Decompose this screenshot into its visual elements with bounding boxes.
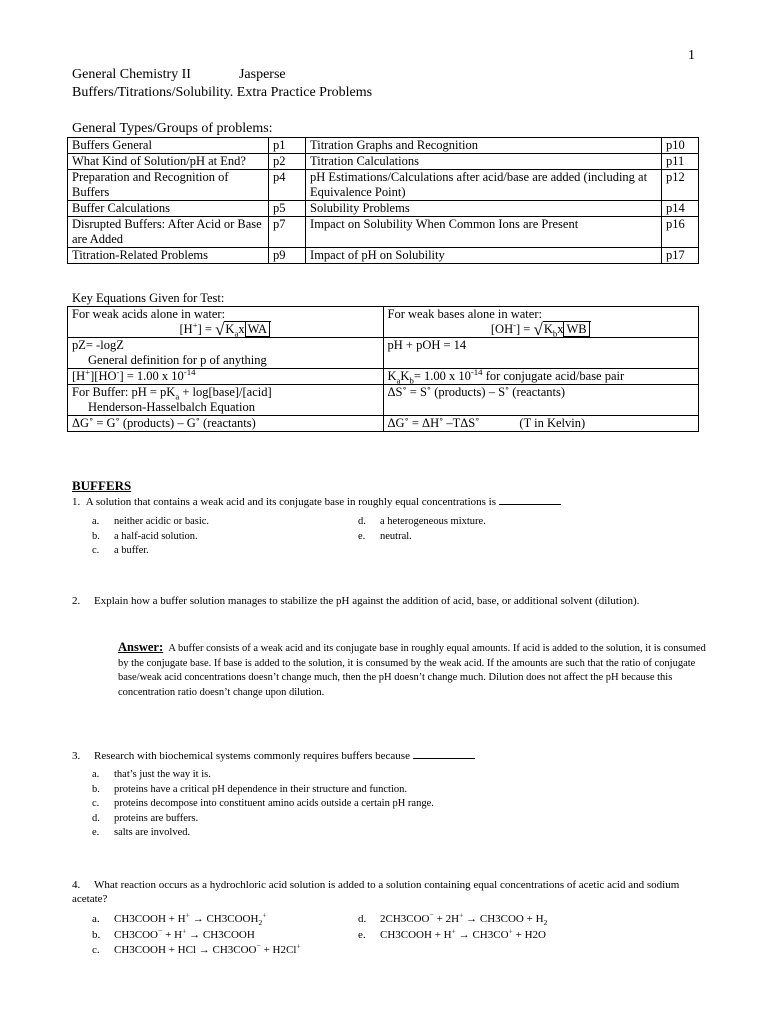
equations-heading: Key Equations Given for Test: [72,291,225,305]
page-right: p17 [662,248,699,264]
option-item [92,812,434,827]
option-text: a heterogeneous mixture. [380,516,486,527]
kakb-equation: $K_aK_b= 1.00$ x $10^{-14}$ for conjugate acid/base pair [387,366,625,386]
table-row [68,248,699,264]
weak-base-label: For weak bases alone in water: [387,307,542,321]
table-row [68,217,699,248]
header-line-1 [72,66,286,83]
page-right: p12 [662,170,699,201]
q3-options [92,768,434,841]
option-item [358,925,547,943]
option-letter: c. [92,944,100,956]
types-heading: General Types/Groups of problems: [72,121,273,136]
q1-options-left [92,515,209,559]
topic-right: Impact of pH on Solubility [306,248,662,264]
kw-equation: [H+][HO-] = 1.00 x $10^{-14}$ [72,366,196,383]
option-item [92,925,301,943]
page-right: p10 [662,138,699,154]
problem-types-table [67,137,699,264]
weak-base-cell [383,307,699,338]
entropy-equation: ΔS˚ = S˚ (products) – S˚ (reactants) [387,385,566,399]
q4-options-right [358,912,547,943]
gibbs-cell-1 [68,416,384,432]
gibbs-equation-2: ΔG˚ = ΔH˚ –TΔS˚ [387,416,480,430]
option-item [92,544,209,559]
option-text: CH3COOH + HCl → CH3COO− + H2Cl+ [114,941,301,956]
q4-number: 4. [72,879,81,891]
q1-text: A solution that contains a weak acid and its conjugate base in roughly equal concentrations is [85,496,497,508]
q1-options-right [358,515,486,544]
option-item [358,530,486,545]
author-name: Jasperse [238,67,286,82]
option-text: that’s just the way it is. [114,769,211,780]
ph-poh-equation: pH + pOH = 14 [387,338,467,352]
topic-right: pH Estimations/Calculations after acid/base are added (including at Equivalence Point) [306,170,662,201]
page-left: p9 [269,248,306,264]
weak-acid-cell [68,307,384,338]
course-title: General Chemistry II [72,67,191,82]
page-number: 1 [688,48,695,63]
topic-right: Titration Graphs and Recognition [306,138,662,154]
topic-right: Impact on Solubility When Common Ions are Present [306,217,662,248]
topic-left: Disrupted Buffers: After Acid or Base are Added [68,217,269,248]
q3-number: 3. [72,750,81,762]
page-left: p4 [269,170,306,201]
option-letter: b. [92,530,100,542]
option-letter: e. [358,530,366,542]
weak-base-formula: $[OH^-] = √K_bx$ WB [388,322,695,337]
kw-cell [68,366,384,385]
key-equations-table [67,306,699,432]
option-text: salts are involved. [114,827,191,838]
table-row [68,154,699,170]
option-item [92,515,209,530]
option-item [92,826,434,841]
q4-options-left [92,912,301,959]
option-text: CH3COOH + $H^+ \to CH3COOH_2^+$ [114,910,267,928]
page-left: p1 [269,138,306,154]
document-title: Buffers/Titrations/Solubility. Extra Practice Problems [72,85,373,100]
option-text: neither acidic or basic. [114,516,210,527]
buffer-cell [68,385,384,416]
option-item [92,797,434,812]
option-item [358,912,547,927]
option-letter: c. [92,798,100,809]
page-left: p2 [269,154,306,170]
question-2 [72,594,712,608]
gibbs-cell-2 [383,416,699,432]
topic-left: Preparation and Recognition of Buffers [68,170,269,201]
topic-left: Buffer Calculations [68,201,269,217]
q2-answer [118,640,708,701]
page-left: p5 [269,201,306,217]
kelvin-note: (T in Kelvin) [519,416,586,430]
topic-left: Buffers General [68,138,269,154]
option-letter: e. [358,928,366,941]
q3-text: Research with biochemical systems commonly requires buffers because [94,750,410,762]
weak-acid-formula: $[H^+] = √K_ax$ WA [72,322,379,337]
gibbs-equation-1: ΔG˚ = G˚ (products) – G˚ (reactants) [72,416,256,430]
table-row [68,170,699,201]
option-letter: b. [92,783,100,795]
hh-label: Henderson-Hasselbalch Equation [88,400,255,414]
option-letter: c. [92,545,100,556]
question-1 [72,494,561,509]
section-title: BUFFERS [72,478,132,493]
question-4 [72,878,702,906]
topic-right: Solubility Problems [306,201,662,217]
option-text: proteins decompose into constituent amino acids outside a certain pH range. [114,798,434,809]
pz-equation: pZ= -logZ [72,338,124,352]
topic-right: Titration Calculations [306,154,662,170]
option-letter: a. [92,516,100,527]
answer-text: A buffer consists of a weak acid and its conjugate base in roughly equal amounts. If acid is added to the solution, it is consumed by the conjugate base. If base is added to the solution, it is consumed by the weak acid. If the amounts are such that the ratio of conjugate base/weak acid concentrations doesn’t change much, then the pH doesn’t change much. Dilution does not affect the pH because this concentration ratio doesn’t change upon dilution. [118,643,706,699]
page-left: p7 [269,217,306,248]
page-right: p11 [662,154,699,170]
table-row [68,201,699,217]
q2-text: Explain how a buffer solution manages to stabilize the pH against the addition of acid, base, or additional solvent (dilution). [94,595,640,607]
option-letter: b. [92,928,101,941]
option-text: proteins are buffers. [114,812,199,824]
page-right: p14 [662,201,699,217]
option-item [92,768,434,783]
ph-poh-cell [383,338,699,369]
pz-definition: General definition for p of anything [88,353,267,367]
q2-number: 2. [72,595,81,607]
option-letter: a. [92,769,100,780]
topic-left: Titration-Related Problems [68,248,269,264]
buffer-equation: For Buffer: pH = $pK_a$ + log[base]/[acid] [72,385,272,402]
answer-blank [413,748,475,759]
page-right: p16 [662,217,699,248]
option-text: a half-acid solution. [114,530,198,542]
option-item [358,515,486,530]
table-row [68,138,699,154]
option-letter: d. [358,516,366,527]
option-item [92,943,301,958]
option-item [92,912,301,927]
question-3 [72,748,475,763]
option-text: $2CH3COO^- + 2H^+ \to CH3COO + H_2$ [380,910,548,928]
entropy-cell [383,385,699,416]
option-text: a buffer. [114,545,149,556]
kakb-cell [383,366,699,386]
answer-label: Answer: [118,640,164,654]
option-text: proteins have a critical pH dependence in their structure and function. [114,783,408,795]
pz-cell [68,338,384,369]
option-letter: a. [92,913,100,925]
option-letter: d. [92,812,100,824]
option-letter: e. [92,827,100,838]
option-item [92,530,209,545]
q4-text: What reaction occurs as a hydrochloric acid solution is added to a solution containing equal concentrations of acetic acid and sodium acetate? [72,879,680,905]
option-item [92,783,434,798]
option-text: CH3COOH + H+ → CH3CO+ + H2O [380,925,546,941]
q1-number: 1. [72,496,81,508]
option-letter: d. [358,913,367,925]
weak-acid-label: For weak acids alone in water: [72,307,226,321]
answer-blank [499,494,561,505]
option-text: CH3COO− + H+ → CH3COOH [114,925,255,941]
option-text: neutral. [380,530,412,542]
topic-left: What Kind of Solution/pH at End? [68,154,269,170]
